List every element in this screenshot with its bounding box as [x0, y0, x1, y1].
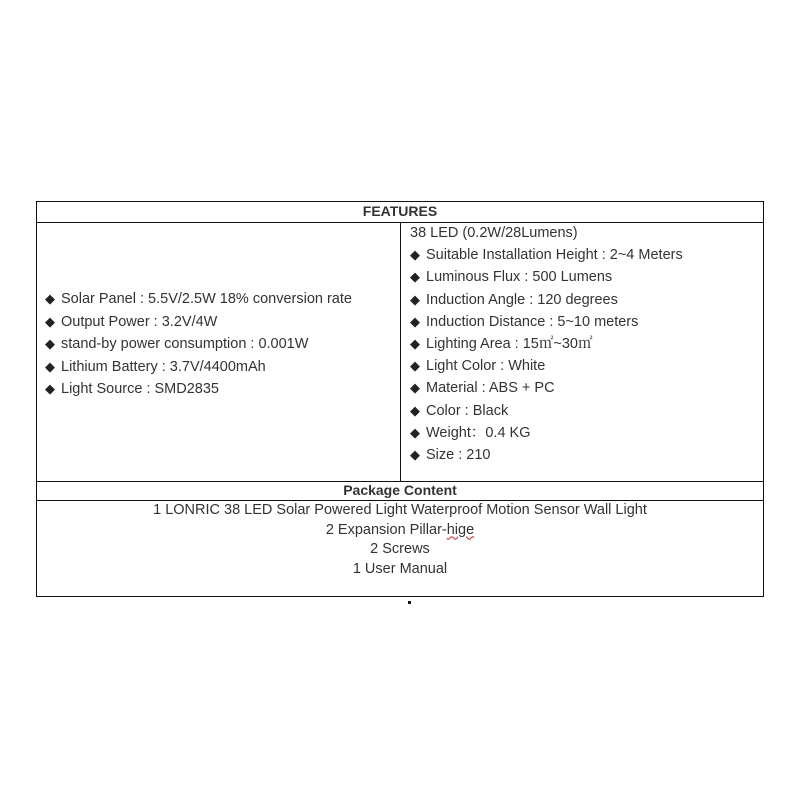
list-item	[410, 266, 757, 288]
feature-color: Color : Black	[426, 402, 509, 419]
features-left-column	[37, 223, 401, 481]
features-right-column	[402, 223, 763, 481]
list-item	[410, 333, 757, 355]
package-line-screws: 2 Screws	[370, 541, 430, 557]
feature-led-intro: 38 LED (0.2W/28Lumens)	[410, 225, 578, 241]
diamond-bullet-icon: ◆	[45, 291, 55, 306]
features-left-list	[45, 288, 394, 401]
diamond-bullet-icon: ◆	[45, 313, 55, 329]
diamond-bullet-icon: ◆	[45, 358, 55, 374]
diamond-bullet-icon: ◆	[45, 336, 55, 351]
product-info-table	[36, 201, 764, 597]
diamond-bullet-icon: ◆	[45, 381, 55, 396]
feature-weight: Weight：0.4 KG	[426, 424, 531, 441]
list-item	[410, 444, 757, 466]
diamond-bullet-icon: ◆	[410, 336, 420, 352]
list-item	[410, 355, 757, 377]
features-heading: FEATURES	[37, 202, 763, 223]
diamond-bullet-icon: ◆	[410, 380, 420, 396]
features-section	[37, 223, 763, 482]
diamond-bullet-icon: ◆	[410, 402, 420, 418]
diamond-bullet-icon: ◆	[410, 247, 420, 263]
list-item	[45, 333, 394, 356]
list-item	[410, 377, 757, 399]
feature-luminous-flux: Luminous Flux : 500 Lumens	[426, 269, 613, 286]
stray-dot	[408, 601, 411, 604]
package-content-section	[37, 501, 763, 579]
feature-light-source: Light Source : SMD2835	[61, 381, 219, 397]
feature-installation-height: Suitable Installation Height : 2~4 Meters	[426, 247, 683, 264]
feature-solar-panel: Solar Panel : 5.5V/2.5W 18% conversion rate	[61, 291, 352, 307]
list-item	[45, 311, 394, 334]
feature-light-color: Light Color : White	[426, 358, 546, 375]
spellcheck-flagged-word: hige	[446, 521, 475, 538]
list-item	[45, 288, 394, 311]
package-pillars-text: 2 Expansion Pillar-	[325, 521, 447, 538]
feature-output-power: Output Power : 3.2V/4W	[61, 313, 218, 330]
list-item	[45, 378, 394, 401]
feature-induction-distance: Induction Distance : 5~10 meters	[426, 313, 639, 330]
diamond-bullet-icon: ◆	[410, 313, 420, 329]
list-item	[410, 400, 757, 422]
diamond-bullet-icon: ◆	[410, 269, 420, 285]
feature-lithium-battery: Lithium Battery : 3.7V/4400mAh	[61, 358, 266, 375]
features-right-list	[410, 222, 757, 466]
package-line-manual: 1 User Manual	[352, 560, 448, 577]
feature-size: Size : 210	[426, 447, 491, 464]
feature-standby-power: stand-by power consumption : 0.001W	[61, 336, 309, 352]
package-content-heading: Package Content	[37, 481, 763, 501]
list-item	[410, 244, 757, 266]
feature-induction-angle: Induction Angle : 120 degrees	[426, 291, 618, 308]
diamond-bullet-icon: ◆	[410, 447, 420, 463]
list-item	[410, 311, 757, 333]
feature-lighting-area: Lighting Area : 15㎡~30㎡	[426, 336, 593, 353]
diamond-bullet-icon: ◆	[410, 424, 420, 440]
list-item	[410, 289, 757, 311]
diamond-bullet-icon: ◆	[410, 358, 420, 374]
feature-material: Material : ABS + PC	[426, 380, 555, 397]
package-line-light: 1 LONRIC 38 LED Solar Powered Light Waterproof Motion Sensor Wall Light	[153, 502, 647, 518]
package-line-pillars	[37, 521, 763, 541]
list-item	[45, 356, 394, 379]
list-item	[410, 422, 757, 444]
diamond-bullet-icon: ◆	[410, 291, 420, 307]
